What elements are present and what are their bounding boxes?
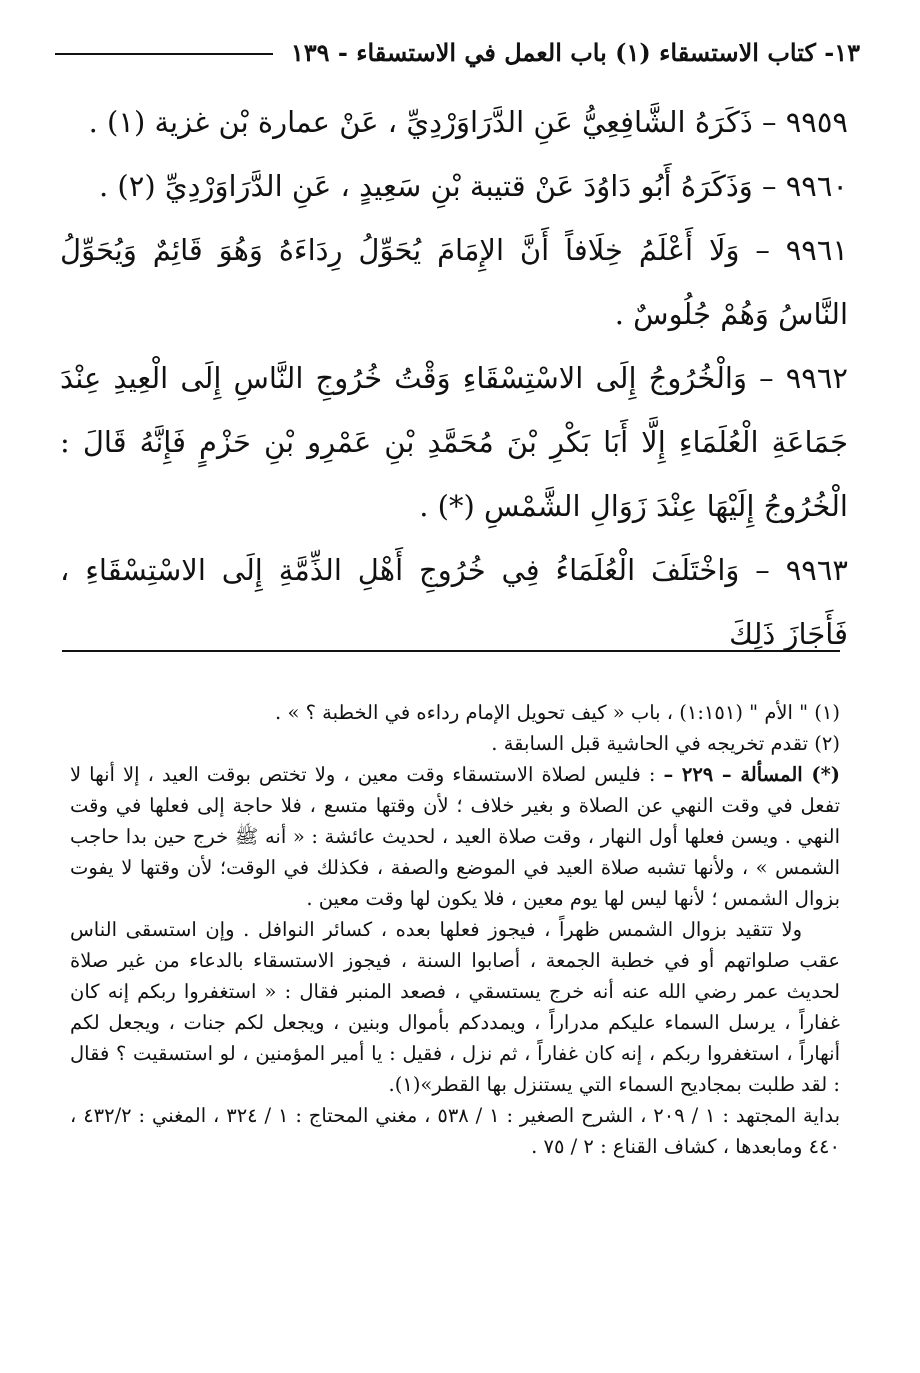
paragraph-9960: ٩٩٦٠ – وَذَكَرَهُ أَبُو دَاوُدَ عَنْ قتيبة بْنِ سَعِيدٍ ، عَنِ الدَّرَاوَرْدِيِّ (٢) . <box>99 169 848 203</box>
footnotes <box>70 697 840 1162</box>
footnote-star <box>70 759 840 914</box>
header-rule <box>55 53 273 55</box>
running-header <box>55 32 860 72</box>
footnote-1: (١) " الأم " (١:١٥١) ، باب « كيف تحويل الإمام رداءه في الخطبة ؟ » . <box>275 701 840 724</box>
footnote-separator <box>62 650 840 652</box>
paragraph-9961: ٩٩٦١ – وَلَا أَعْلَمُ خِلَافاً أَنَّ الإِمَامَ يُحَوِّلُ رِدَاءَهُ وَهُوَ قَائِمٌ وَيُحَوِّلُ النَّاسُ وَهُمْ جُلُوسٌ . <box>60 233 848 331</box>
paragraph-9962: ٩٩٦٢ – وَالْخُرُوجُ إِلَى الاسْتِسْقَاءِ وَقْتُ خُرُوجِ النَّاسِ إِلَى الْعِيدِ عِنْدَ جَمَاعَةِ الْعُلَمَاءِ إِلَّا أَبَا بَكْرِ بْنَ مُحَمَّدِ بْنِ عَمْرِو بْنِ حَزْمٍ فَإِنَّهُ قَالَ : الْخُرُوجُ إِلَيْهَا عِنْدَ زَوَالِ الشَّمْسِ (*) . <box>60 361 848 523</box>
paragraph-9963: ٩٩٦٣ – وَاخْتَلَفَ الْعُلَمَاءُ فِي خُرُوجِ أَهْلِ الذِّمَّةِ إِلَى الاسْتِسْقَاءِ ، فَأَجَازَ ذَلِكَ <box>60 553 848 651</box>
footnote-star-continuation: ولا تتقيد بزوال الشمس ظهراً ، فيجوز فعلها بعده ، كسائر النوافل . وإن استسقى الناس عقب صلواتهم أو في خطبة الجمعة ، أصابوا السنة ، فيجوز الاستسقاء بالدعاء من غير صلاة لحديث عمر رضي الله عنه أنه خرج يستسقي ، فصعد المنبر فقال : « استغفروا ربكم إنه كان غفاراً ، يرسل السماء عليكم مدراراً ، ويمددكم بأموال وبنين ، ويجعل لكم جنات ، ويجعل لكم أنهاراً ، استغفروا ربكم ، إنه كان غفاراً ، ثم نزل ، فقيل : يا أمير المؤمنين ، لو استسقيت ؟ فقال : لقد طلبت بمجاديح السماء التي يستنزل بها القطر»(١). <box>70 918 840 1096</box>
footnote-star-label: (*) المسألة – ٢٢٩ – <box>663 763 840 786</box>
header-title: ١٣- كتاب الاستسقاء (١) باب العمل في الاستسقاء - ١٣٩ <box>290 37 860 67</box>
footnote-references: بداية المجتهد : ١ / ٢٠٩ ، الشرح الصغير : ١ / ٥٣٨ ، مغني المحتاج : ١ / ٣٢٤ ، المغني : ٤٣٢/٢ ، ٤٤٠ ومابعدها ، كشاف القناع : ٢ / ٧٥ . <box>70 1104 840 1158</box>
footnote-star-text: : فليس لصلاة الاستسقاء وقت معين ، ولا تختص بوقت العيد ، إلا أنها لا تفعل في وقت النهي عن الصلاة و بغير خلاف ؛ لأن وقتها متسع ، فلا حاجة إلى فعلها في وقت النهي . ويسن فعلها أول النهار ، وقت صلاة العيد ، لحديث عائشة : « أنه ﷺ خرج حين بدا حاجب الشمس » ، ولأنها تشبه صلاة العيد في الموضع والصفة ، فكذلك في الوقت؛ لأن وقتها لا يفوت بزوال الشمس ؛ لأنها ليس لها يوم معين ، فلا يكون لها وقت معين . <box>70 763 840 910</box>
main-text <box>60 90 848 666</box>
paragraph-9959: ٩٩٥٩ – ذَكَرَهُ الشَّافِعِيُّ عَنِ الدَّرَاوَرْدِيِّ ، عَنْ عمارة بْن غزية (١) . <box>88 105 848 139</box>
footnote-2: (٢) تقدم تخريجه في الحاشية قبل السابقة . <box>491 732 840 755</box>
